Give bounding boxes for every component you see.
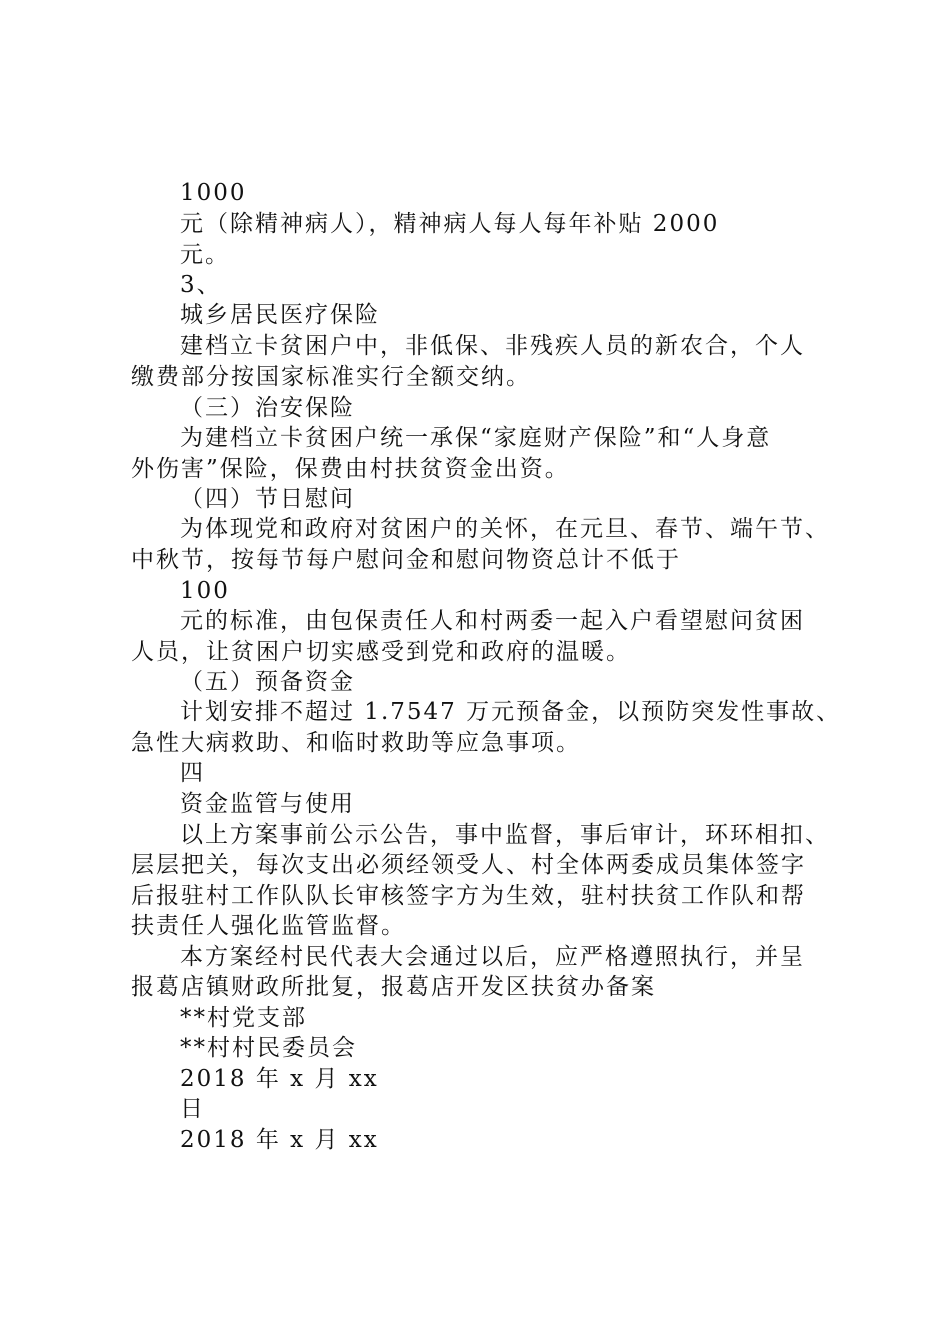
text-line: 缴费部分按国家标准实行全额交纳。	[131, 364, 531, 390]
text-line: 计划安排不超过 1.7547 万元预备金，以预防突发性事故、	[180, 699, 842, 725]
text-line: 人员，让贫困户切实感受到党和政府的温暖。	[131, 639, 631, 665]
signature-party-branch: **村党支部	[180, 1005, 307, 1031]
text-line: 为建档立卡贫困户统一承保“家庭财产保险”和“人身意	[180, 425, 772, 451]
text-line: 中秋节，按每节每户慰问金和慰问物资总计不低于	[131, 547, 681, 573]
section-heading: 资金监管与使用	[180, 791, 355, 817]
section-heading: （四）节日慰问	[180, 486, 355, 512]
text-line: 层层把关，每次支出必须经领受人、村全体两委成员集体签字	[131, 852, 806, 878]
text-line: 元。	[180, 242, 230, 268]
text-line: 扶责任人强化监管监督。	[131, 913, 406, 939]
text-line: 本方案经村民代表大会通过以后，应严格遵照执行，并呈	[180, 944, 805, 970]
text-line: 元的标准，由包保责任人和村两委一起入户看望慰问贫困	[180, 608, 805, 634]
text-line: 100	[180, 578, 230, 604]
text-line: 元（除精神病人），精神病人每人每年补贴 2000	[180, 211, 720, 237]
text-line: 3、	[180, 272, 222, 298]
section-heading: （五）预备资金	[180, 669, 355, 695]
text-line: 后报驻村工作队队长审核签字方为生效，驻村扶贫工作队和帮	[131, 883, 806, 909]
signature-villagers-committee: **村村民委员会	[180, 1035, 357, 1061]
text-line: 报葛店镇财政所批复，报葛店开发区扶贫办备案	[131, 974, 656, 1000]
section-number: 四	[180, 760, 205, 786]
text-line: 为体现党和政府对贫困户的关怀，在元旦、春节、端午节、	[180, 516, 830, 542]
date-line: 日	[180, 1096, 205, 1122]
section-heading: 城乡居民医疗保险	[180, 302, 380, 328]
date-line: 2018 年 x 月 xx	[180, 1127, 379, 1153]
text-line: 以上方案事前公示公告，事中监督，事后审计，环环相扣、	[180, 822, 830, 848]
text-line: 建档立卡贫困户中，非低保、非残疾人员的新农合，个人	[180, 333, 805, 359]
text-line: 外伤害”保险，保费由村扶贫资金出资。	[131, 456, 570, 482]
section-heading: （三）治安保险	[180, 395, 355, 421]
text-line: 急性大病救助、和临时救助等应急事项。	[131, 730, 581, 756]
text-line: 1000	[180, 180, 247, 206]
date-line: 2018 年 x 月 xx	[180, 1066, 379, 1092]
